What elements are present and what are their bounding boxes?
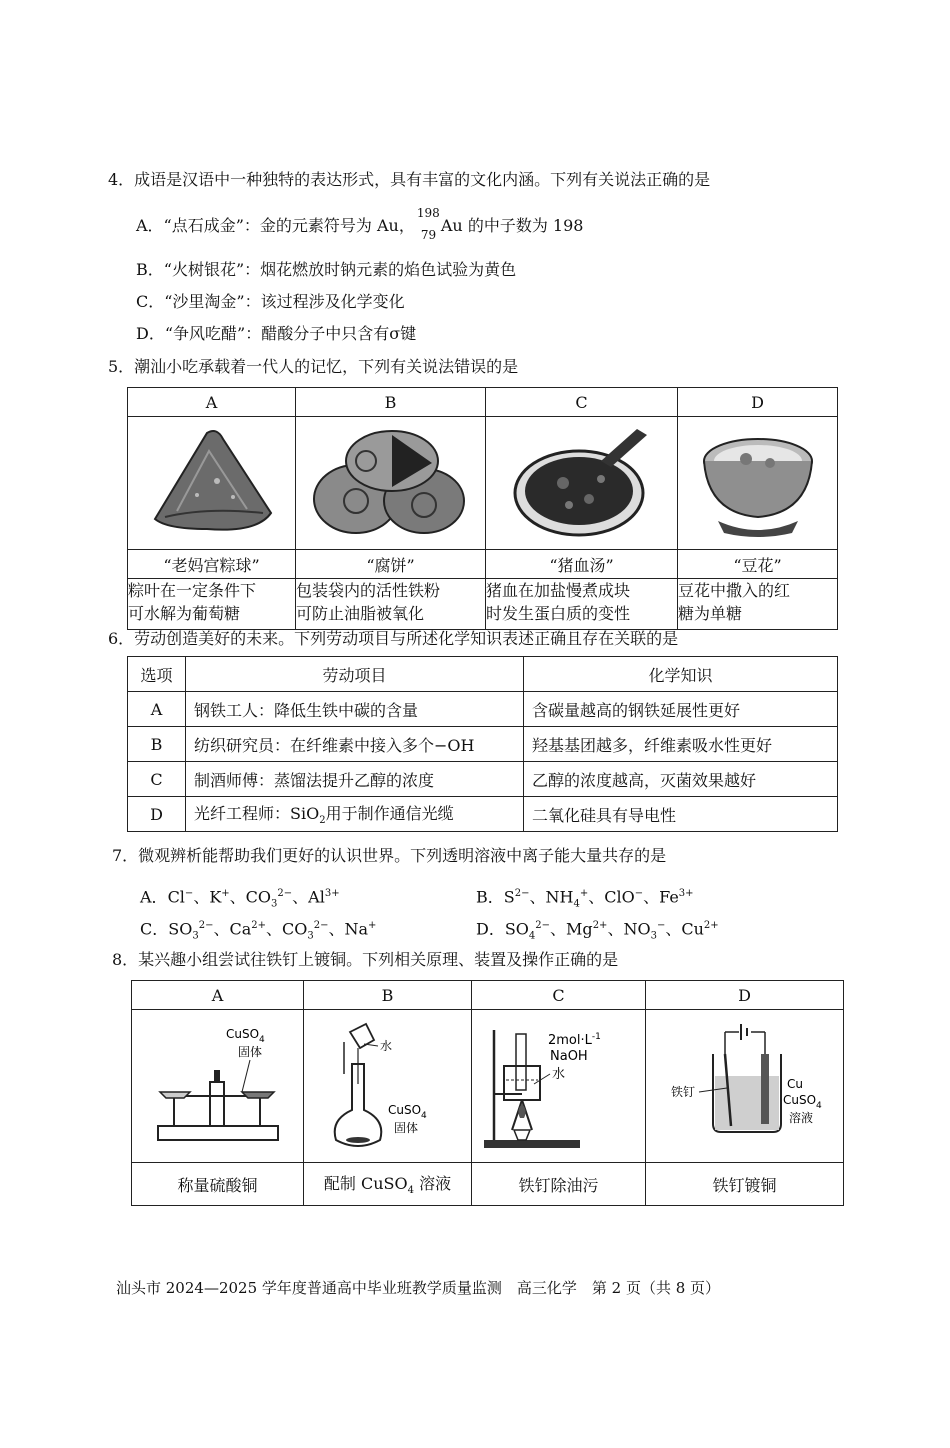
tofu-pudding-photo bbox=[678, 417, 838, 550]
table-row bbox=[128, 797, 838, 832]
mass-number: 198 bbox=[416, 205, 440, 220]
q6-row-d-project bbox=[186, 797, 524, 832]
q5-col-b-letter: B bbox=[296, 388, 486, 417]
q5-b-desc-line2: 可防止油脂被氧化 bbox=[296, 604, 425, 623]
a-solid-label: 固体 bbox=[237, 1045, 262, 1059]
q7-option-c: C．$SO_3^{2-}$、$Ca^{2+}$、$CO_3^{2-}$、Na+ bbox=[140, 919, 377, 942]
c-water-label: 水 bbox=[551, 1067, 565, 1082]
q6-d-project-text: 光纤工程师：SiO bbox=[194, 804, 320, 824]
q6-row-a-project: 钢铁工人：降低生铁中碳的含量 bbox=[186, 692, 524, 727]
q4-option-c: C．“沙里淘金”：该过程涉及化学变化 bbox=[136, 292, 405, 311]
q4-option-b: B．“火树银花”：烟花燃放时钠元素的焰色试验为黄色 bbox=[136, 260, 517, 279]
table-row bbox=[128, 762, 838, 797]
q5-col-a-caption: “老妈宫粽球” bbox=[128, 550, 296, 579]
page-footer: 汕头市 2024—2025 学年度普通高中毕业班教学质量监测 高三化学 第 2 页（共 8 页） bbox=[116, 1279, 721, 1297]
q8-col-b-caption bbox=[304, 1163, 472, 1206]
q6-row-d-knowledge: 二氧化硅具有导电性 bbox=[524, 797, 838, 832]
b-solid-label: 固体 bbox=[393, 1121, 418, 1135]
b-cuso4-label: CuSO$_4$ bbox=[387, 1103, 427, 1121]
q6-row-c-option: C bbox=[128, 762, 186, 797]
q8-col-d-letter: D bbox=[646, 981, 844, 1010]
q6-stem: 6．劳动创造美好的未来。下列劳动项目与所述化学知识表述正确且存在关联的是 bbox=[108, 629, 679, 648]
q5-col-d-desc bbox=[678, 579, 838, 630]
q4-option-a-tail: Au 的中子数为 198 bbox=[440, 216, 584, 235]
q8-b-caption-text: 配制 CuSO bbox=[323, 1174, 408, 1194]
q8-col-c-caption: 铁钉除油污 bbox=[472, 1163, 646, 1206]
mooncake-photo bbox=[296, 417, 486, 550]
q5-c-desc-line2: 时发生蛋白质的变性 bbox=[486, 604, 631, 623]
q6-row-d-option: D bbox=[128, 797, 186, 832]
q6-row-b-knowledge: 羟基基团越多，纤维素吸水性更好 bbox=[524, 727, 838, 762]
q6-row-b-project: 纺织研究员：在纤维素中接入多个−OH bbox=[186, 727, 524, 762]
q5-col-c-caption: “猪血汤” bbox=[486, 550, 678, 579]
nuclide-notation bbox=[415, 205, 441, 242]
q6-header-project: 劳动项目 bbox=[186, 657, 524, 692]
c-naoh-label: NaOH bbox=[549, 1049, 588, 1064]
q5-col-a-letter: A bbox=[128, 388, 296, 417]
q6-d-project-sub: 2 bbox=[319, 815, 326, 827]
q5-col-d-letter: D bbox=[678, 388, 838, 417]
q7-a-label: A． bbox=[140, 887, 168, 907]
q8-b-caption-sub: 4 bbox=[407, 1185, 414, 1197]
balance-scale-diagram bbox=[132, 1010, 304, 1163]
q4-option-d: D．“争风吃醋”：醋酸分子中只含有σ键 bbox=[136, 324, 417, 343]
q5-col-b-desc bbox=[296, 579, 486, 630]
q7-b-label: B． bbox=[476, 887, 504, 907]
q7-c-label: C． bbox=[140, 919, 169, 939]
q5-a-desc-line2: 可水解为葡萄糖 bbox=[128, 604, 241, 623]
heating-beaker-diagram bbox=[472, 1010, 646, 1163]
q6-row-a-knowledge: 含碳量越高的钢铁延展性更好 bbox=[524, 692, 838, 727]
table-row bbox=[128, 692, 838, 727]
zongzi-photo bbox=[128, 417, 296, 550]
d-nail-label: 铁钉 bbox=[670, 1085, 695, 1099]
volumetric-flask-diagram bbox=[304, 1010, 472, 1163]
q8-col-b-letter: B bbox=[304, 981, 472, 1010]
a-cuso4-label: CuSO$_4$ bbox=[225, 1027, 265, 1045]
q8-stem: 8．某兴趣小组尝试往铁钉上镀铜。下列相关原理、装置及操作正确的是 bbox=[112, 950, 619, 969]
q4-option-a bbox=[136, 205, 584, 242]
q5-b-desc-line1: 包装袋内的活性铁粉 bbox=[296, 581, 441, 600]
q5-d-desc-line1: 豆花中撒入的红 bbox=[678, 581, 791, 600]
q5-col-d-caption: “豆花” bbox=[678, 550, 838, 579]
q6-row-b-option: B bbox=[128, 727, 186, 762]
b-water-label: 水 bbox=[379, 1039, 392, 1053]
q5-table bbox=[127, 387, 838, 630]
q6-header-option: 选项 bbox=[128, 657, 186, 692]
q5-col-c-letter: C bbox=[486, 388, 678, 417]
q6-table bbox=[127, 656, 838, 832]
q4-option-a-text: A．“点石成金”：金的元素符号为 Au， bbox=[136, 216, 415, 235]
q8-col-a-letter: A bbox=[132, 981, 304, 1010]
q7-option-d: D．$SO_4^{2-}$、$Mg^{2+}$、$NO_3^-$、$Cu^{2+}$ bbox=[476, 919, 719, 942]
q8-b-caption-tail: 溶液 bbox=[414, 1174, 452, 1194]
q7-d-label: D． bbox=[476, 919, 505, 939]
pig-blood-soup-photo bbox=[486, 417, 678, 550]
atomic-number: 79 bbox=[420, 227, 437, 242]
q8-col-c-letter: C bbox=[472, 981, 646, 1010]
electroplating-diagram bbox=[646, 1010, 844, 1163]
d-cu-label: Cu bbox=[786, 1077, 803, 1091]
d-cuso4-label: CuSO$_4$ bbox=[782, 1093, 822, 1111]
q5-stem: 5．潮汕小吃承载着一代人的记忆，下列有关说法错误的是 bbox=[108, 357, 519, 376]
q5-d-desc-line2: 糖为单糖 bbox=[678, 604, 743, 623]
q4-stem: 4．成语是汉语中一种独特的表达形式，具有丰富的文化内涵。下列有关说法正确的是 bbox=[108, 170, 711, 189]
q6-row-a-option: A bbox=[128, 692, 186, 727]
q5-col-a-desc bbox=[128, 579, 296, 630]
q7-option-a: A．Cl−、K+、$CO_3^{2-}$、$Al^{3+}$ bbox=[140, 887, 340, 910]
q8-table bbox=[131, 980, 844, 1206]
q6-d-project-tail: 用于制作通信光缆 bbox=[325, 804, 454, 824]
q6-row-c-project: 制酒师傅：蒸馏法提升乙醇的浓度 bbox=[186, 762, 524, 797]
q6-row-c-knowledge: 乙醇的浓度越高，灭菌效果越好 bbox=[524, 762, 838, 797]
q8-col-a-caption: 称量硫酸铜 bbox=[132, 1163, 304, 1206]
q7-stem: 7．微观辨析能帮助我们更好的认识世界。下列透明溶液中离子能大量共存的是 bbox=[112, 846, 667, 865]
q8-col-d-caption: 铁钉镀铜 bbox=[646, 1163, 844, 1206]
d-sol-label: 溶液 bbox=[788, 1111, 813, 1125]
q7-option-b: B．$S^{2-}$、$NH_4^+$、ClO−、$Fe^{3+}$ bbox=[476, 887, 694, 910]
q5-a-desc-line1: 粽叶在一定条件下 bbox=[128, 581, 257, 600]
q6-header-knowledge: 化学知识 bbox=[524, 657, 838, 692]
c-conc-label: $2mol\cdot L^{-1}$ bbox=[547, 1032, 601, 1048]
table-row bbox=[128, 727, 838, 762]
q5-c-desc-line1: 猪血在加盐慢煮成块 bbox=[486, 581, 631, 600]
q5-col-c-desc bbox=[486, 579, 678, 630]
q5-col-b-caption: “腐饼” bbox=[296, 550, 486, 579]
